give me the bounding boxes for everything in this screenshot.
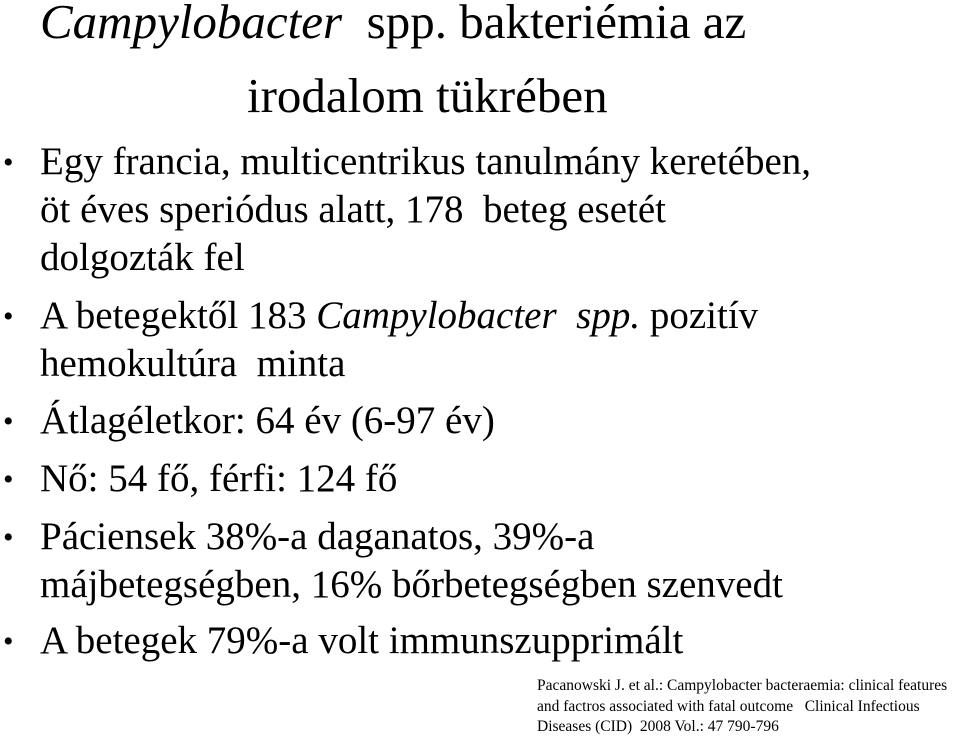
bullet-text	[40, 455, 940, 503]
bullet-line: A betegek 79%-a volt immunszupprimált	[40, 619, 684, 662]
bullet-post-text: pozitív	[640, 294, 759, 337]
reference-citation	[537, 676, 960, 738]
bullet-line: Páciensek 38%-a daganatos, 39%-a	[40, 515, 595, 558]
title-line-2: irodalom tükrében	[247, 68, 608, 123]
bullet-line: öt éves speriódus alatt, 178 beteg esetét	[40, 188, 666, 231]
bullet-text	[40, 397, 940, 445]
bullet-dot: •	[3, 521, 14, 554]
reference-line: and factros associated with fatal outcome Clinical Infectious	[537, 697, 920, 715]
bullet-line: Átlagéletkor: 64 év (6-97 év)	[40, 399, 495, 442]
bullet-dot: •	[3, 300, 14, 333]
bullet-dot: •	[3, 146, 14, 179]
bullet-line	[40, 292, 940, 340]
bullet-dot: •	[3, 463, 14, 496]
bullet-text	[40, 617, 940, 665]
bullet-line: Nő: 54 fő, férfi: 124 fő	[40, 457, 398, 500]
bullet-genus: Campylobacter spp.	[316, 294, 641, 337]
title-line-1-rest: spp. bakteriémia az	[342, 0, 747, 49]
bullet-dot: •	[3, 625, 14, 658]
title-line-1	[40, 0, 746, 50]
bullet-line: Egy francia, multicentrikus tanulmány keretében,	[40, 140, 812, 183]
bullet-dot: •	[3, 405, 14, 438]
bullet-line: dolgozták fel	[40, 236, 245, 279]
bullet-line: májbetegségben, 16% bőrbetegségben szenvedt	[40, 563, 783, 606]
bullet-text	[40, 138, 940, 282]
title-genus: Campylobacter	[40, 0, 343, 49]
bullet-text	[40, 513, 940, 609]
bullet-pre-text: A betegektől 183	[40, 294, 317, 337]
reference-line: Pacanowski J. et al.: Campylobacter bacteraemia: clinical features	[537, 677, 948, 694]
bullet-text	[40, 292, 940, 388]
reference-line: Diseases (CID) 2008 Vol.: 47 790-796	[537, 718, 779, 735]
bullet-line: hemokultúra minta	[40, 342, 346, 385]
